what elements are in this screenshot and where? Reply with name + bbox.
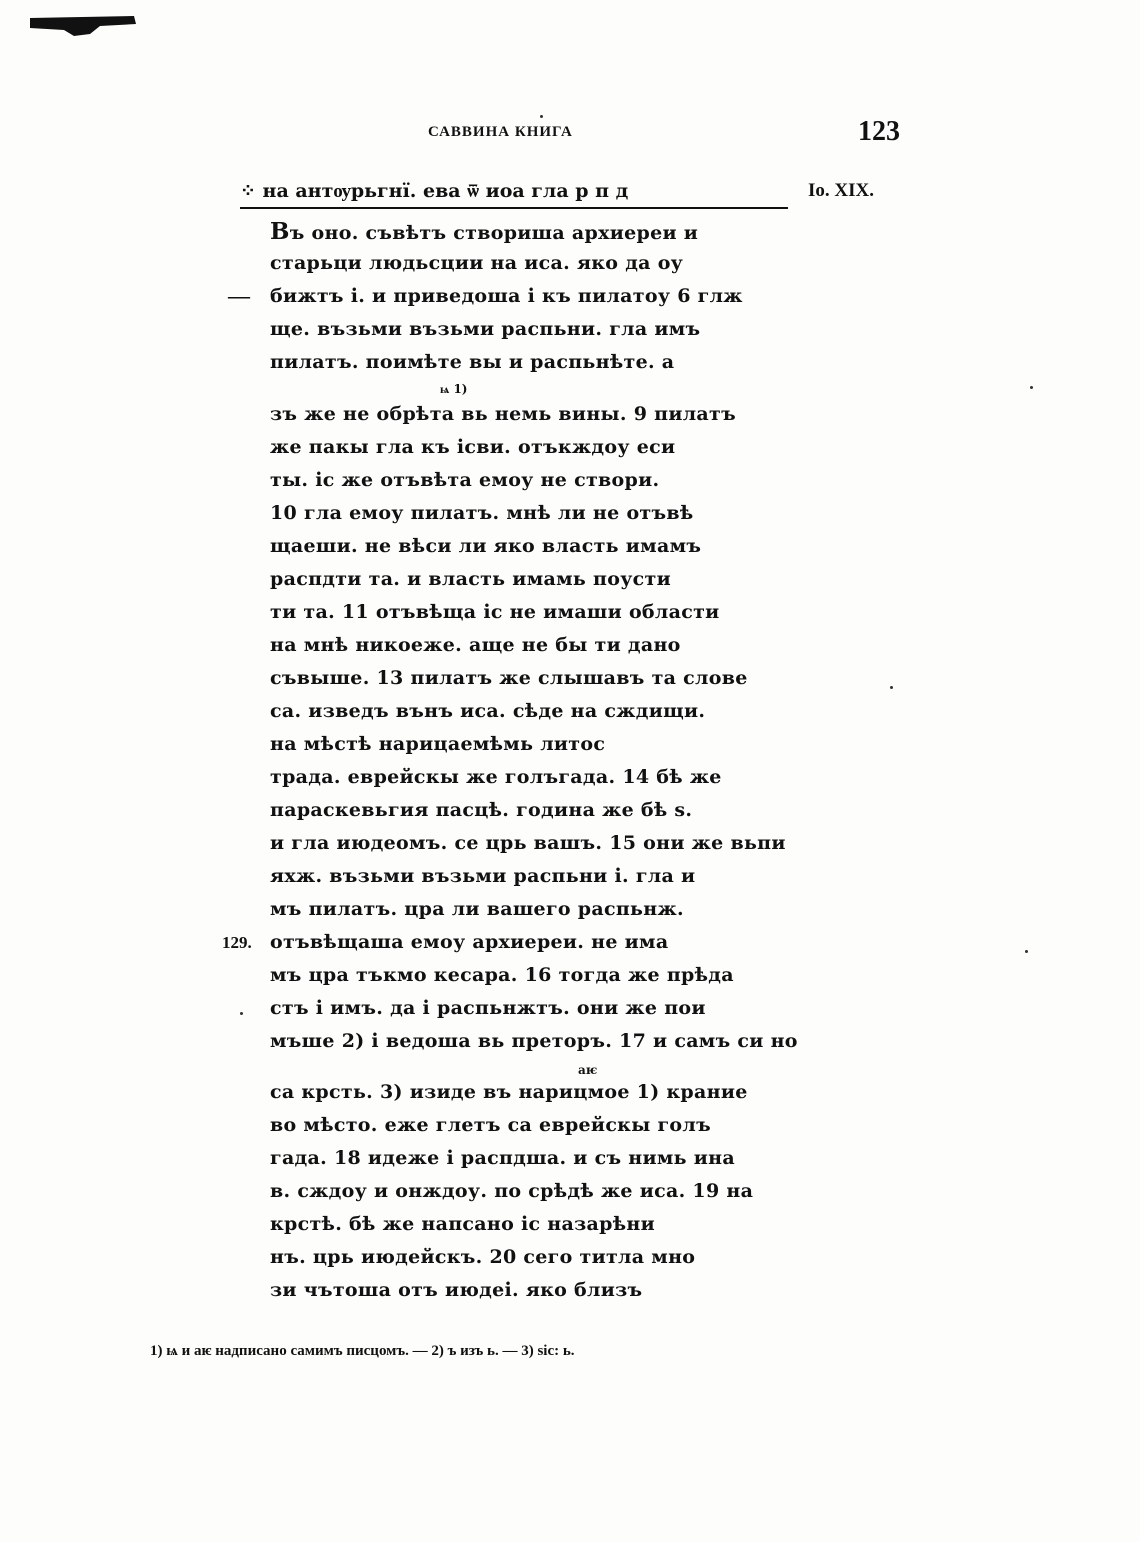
text-line: мъ пилатъ. цра ли вашего распьнж. [270,898,684,920]
margin-dash: — [228,283,250,308]
text-line: яхж. възьми възьми распьни і. гла и [270,865,696,887]
running-title: САВВИНА КНИГА [428,124,573,140]
folio-number: 129. [222,933,252,952]
scan-speck [540,115,543,118]
text-line: на мнѣ никоеже. аще не бы ти дано [270,634,681,656]
text-line: ты. іс же отъвѣта емоу не створи. [270,469,660,491]
text-line: 10 гла емоу пилатъ. мнѣ ли не отъвѣ [270,502,694,524]
text-line [270,218,698,245]
text-line: мъше 2) і ведоша вь преторъ. 17 и самъ си но [270,1030,798,1052]
text-line: отъвѣщаша емоу архиереи. не има [270,931,669,953]
initial-letter: В [270,218,290,245]
footnote: 1) ѩ и аѥ надписано самимъ писцомъ. — 2) ъ изъ ь. — 3) sic: ь. [150,1343,575,1359]
text-line: зъ же не обрѣта вь немь вины. 9 пилатъ [270,403,736,425]
text-line: и гла июдеомъ. се црь вашъ. 15 они же вьпи [270,832,786,854]
text-line: трада. еврейскы же голъгада. 14 бѣ же [270,766,722,788]
text-line: мъ цра тъкмо кесара. 16 тогда же прѣда [270,964,734,986]
text-line: стъ і имъ. да і распьнжтъ. они же пои [270,997,706,1019]
text-line-content: ъ оно. съвѣтъ створиша архиереи и [289,222,699,244]
gospel-reference: Io. XIX. [808,180,874,201]
text-line: крстѣ. бѣ же напсано іс назарѣни [270,1213,655,1235]
lection-heading: ⁘ на антѹрьгнї. ева ѿ иоа гла р п д [240,180,788,209]
scan-speck [890,686,893,689]
text-line: распдти та. и власть имамь поусти [270,568,671,590]
text-line: во мѣсто. еже глетъ са еврейскы голъ [270,1114,711,1136]
text-line: нъ. црь июдейскъ. 20 сего титла мно [270,1246,696,1268]
text-line: бижтъ і. и приведоша і къ пилатоу 6 глж [270,285,743,307]
ink-blot [30,12,140,38]
text-line: параскевьгия пасцѣ. година же бѣ ѕ. [270,799,693,821]
text-line: же пакы гла къ ісви. отъкждоу еси [270,436,676,458]
text-line: пилатъ. поимѣте вы и распьнѣте. а [270,351,675,373]
text-line: са крсть. 3) изиде въ нарицмое 1) крание [270,1081,748,1103]
text-line: в. сждоу и онждоу. по срѣдѣ же иса. 19 на [270,1180,754,1202]
text-line: щаеши. не вѣси ли яко власть имамъ [270,535,702,557]
scan-speck [1030,386,1033,389]
scan-speck [1025,950,1028,953]
scan-speck [240,1012,243,1015]
text-line: зи чътоша отъ июдеі. яко близъ [270,1279,643,1301]
text-line: на мѣстѣ нарицаемѣмь литос [270,733,606,755]
text-line: са. изведъ вънъ иса. сѣде на сждищи. [270,700,706,722]
interlinear-note: ѩ 1) [440,382,468,396]
text-line: старьци людьсции на иса. яко да оу [270,252,684,274]
page-number: 123 [858,116,900,147]
text-line: ще. възьми възьми распьни. гла имъ [270,318,701,340]
text-line: ти та. 11 отъвѣща іс не имаши области [270,601,720,623]
text-line: гада. 18 идеже і распдша. и съ нимь ина [270,1147,735,1169]
interlinear-note: аѥ [578,1063,598,1077]
text-line: съвыше. 13 пилатъ же слышавъ та слове [270,667,748,689]
